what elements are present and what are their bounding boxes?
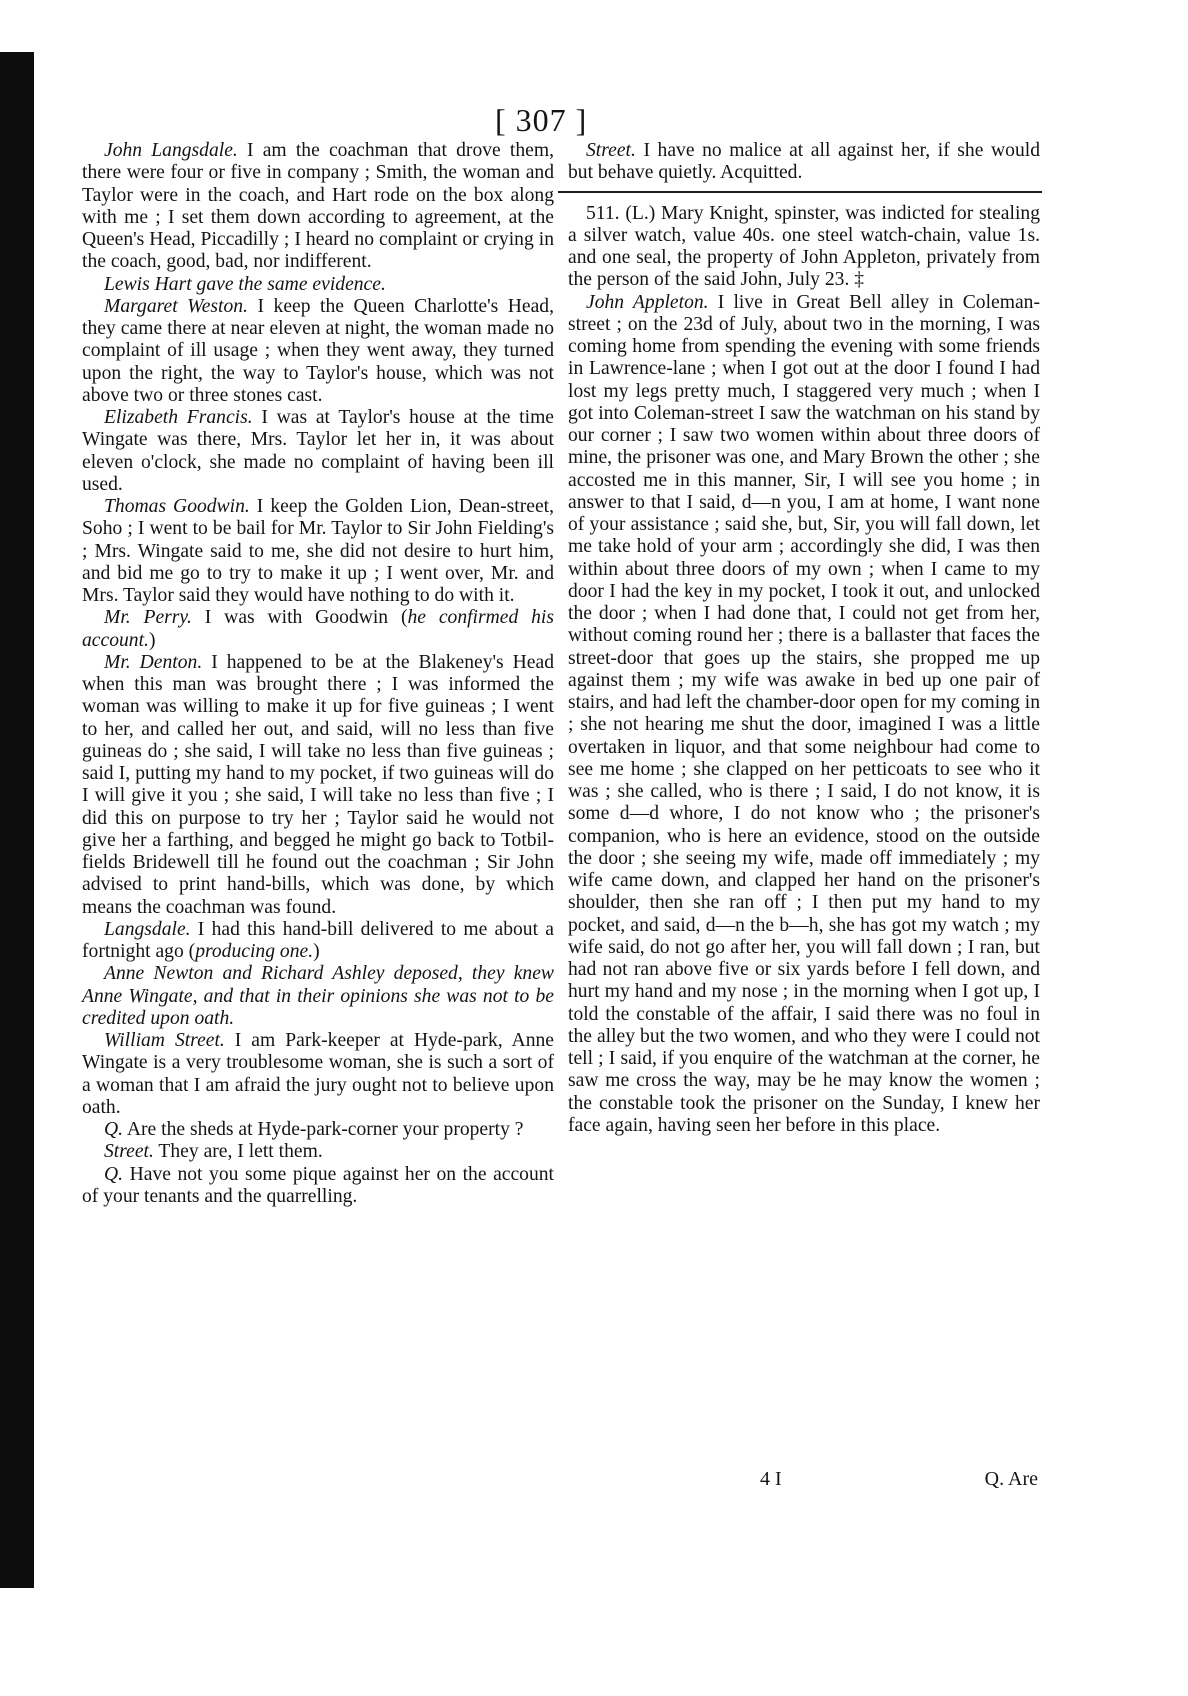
speaker-name: Elizabeth Francis. bbox=[104, 407, 253, 428]
speaker-name: John Appleton. bbox=[586, 291, 709, 313]
testimony-hart bbox=[82, 274, 554, 296]
speaker-name: Langsdale. bbox=[104, 918, 191, 940]
indictment-511: 511. (L.) Mary Knight, spinster, was indicted for stealing a silver watch, value 40s. one steel watch-chain, value 1s. and one seal, the property of John Appleton, privately from the person of the said John, July 23. ‡ bbox=[568, 202, 1040, 291]
testimony-langsdale bbox=[82, 140, 554, 274]
testimony-weston bbox=[82, 296, 554, 407]
parenthetical-note: he confirmed his account. bbox=[82, 607, 554, 651]
testimony-appleton bbox=[568, 292, 1040, 1138]
speaker-name: Thomas Goodwin. bbox=[104, 496, 250, 517]
testimony-francis bbox=[82, 407, 554, 496]
question-marker: Q. bbox=[104, 1163, 124, 1185]
testimony-text: I keep the Queen Charlotte's Head, they came there at near eleven at night, the woman made no complaint of ill usage ; when they went away, they turned upon the right, the way to Taylor's house, which was not above two or three stones cast. bbox=[82, 295, 554, 406]
answer-text: I have no malice at all against her, if she would but behave quietly. Acquitted. bbox=[568, 140, 1040, 184]
testimony-text: I had this hand-bill delivered to me about a fortnight ago ( bbox=[82, 918, 554, 962]
testimony-text: I am the coachman that drove them, there were four or five in company ; Smith, the woman and Taylor were in the coach, and Hart rode on the box along with me ; I set them down according to agreement, at the Queen's Head, Piccadilly ; I heard no complaint or crying in the coach, good, bad, nor indifferent. bbox=[82, 140, 555, 273]
page-number: [ 307 ] bbox=[495, 102, 588, 138]
speaker-name: Mr. Perry. bbox=[104, 607, 192, 629]
speaker-name: Street. bbox=[586, 140, 636, 161]
testimony-text: I keep the Golden Lion, Dean-street, Soho ; I went to be bail for Mr. Taylor to Sir John Fielding's ; Mrs. Wingate said to me, she did not desire to hurt him, and bid me go to try to make it up ; I went over, Mr. and Mrs. Taylor said they would have nothing to do with it. bbox=[82, 496, 554, 606]
signature-mark: 4 I bbox=[760, 1468, 782, 1490]
binding-edge bbox=[0, 52, 34, 1588]
testimony-text: I happened to be at the Blakeney's Head when this man was brought there ; I was informed the woman was willing to make it up for five guineas ; I went to her, and called her out, and said, will no less than five guineas do ; she said, I will take no less than five guineas ; said I, putting my hand to my pocket, if two guineas will do I will give it you ; she said, I will take no less than five ; I did this on purpose to try her ; Taylor said he would not give her a farthing, and begged he might go back to Totbil-fields Bridewell till he found out the coachman ; Sir John advised to print hand-bills, which was done, by which means the coachman was found. bbox=[82, 651, 554, 918]
testimony-goodwin bbox=[82, 496, 554, 607]
question-marker: Q. bbox=[104, 1119, 124, 1140]
speaker-name: Margaret Weston. bbox=[104, 295, 248, 317]
testimony-perry bbox=[82, 607, 554, 652]
testimony-langsdale-handbill bbox=[82, 919, 554, 964]
testimony-newton-ashley bbox=[82, 963, 554, 1030]
testimony-text: I live in Great Bell alley in Coleman-street ; on the 23d of July, about two in the morning, I was coming home from spending the evening with some friends in Lawrence-lane ; when I got out at the door I found I had lost my legs pretty much, I staggered very much ; when I got into Coleman-street I saw the watchman on his stand by our corner ; I saw two women within about three doors of mine, the prisoner was one, and Mary Brown the other ; she accosted me in this manner, Sir, I will see you home ; in answer to that I said, d—n you, I am at home, I want none of your assistance ; said she, but, Sir, you will fall down, let me take hold of your arm ; accordingly she did, I was then within about three doors of my own ; when I came to my door I had the key in my pocket, I took it out, and unlocked the door ; when I had done that, I could not get from her, without coming round her ; there is a ballaster that faces the street-door that goes up the stairs, she propped me up against them ; my wife was awake in bed up one pair of stairs, and had left the chamber-door open for my coming in ; she not hearing me shut the door, imagined I was a little overtaken in liquor, and that some neighbour had come to see me home ; she clapped on her petticoats to see who it was ; she called, who is there ; I said, I do not know, it is some d—d whore, I do not know who ; the prisoner's companion, who is here an evidence, stood on the outside the door ; she seeing my wife, made off immediately ; my wife came down, and clapped her hand on the prisoner's shoulder, then she ran off ; I then put my hand to my pocket, and said, d—n the b—h, she has got my watch ; my wife said, do not go after her, you will fall down ; I ran, but had not ran above five or six yards before I fell down, and hurt my hand and my nose ; in the morning when I got up, I told the constable of the affair, I said there was no foul in the alley but the two women, and who they were I could not tell ; I said, if you enquire of the watchman at the corner, he saw me cross the way, may be he may know the women ; the constable took the prisoner on the Sunday, I knew her face again, having seen her before in this place. bbox=[568, 291, 1040, 1136]
answer-text: They are, I lett them. bbox=[153, 1141, 323, 1163]
speaker-name: William Street. bbox=[104, 1030, 225, 1051]
question-text: Have not you some pique against her on the account of your tenants and the quarrelling. bbox=[82, 1163, 554, 1207]
speaker-name: Street. bbox=[104, 1141, 154, 1163]
catchword: Q. Are bbox=[984, 1468, 1038, 1490]
note-text: Lewis Hart gave the same evidence. bbox=[104, 273, 386, 295]
section-divider bbox=[558, 191, 1042, 193]
speaker-name: Mr. Denton. bbox=[104, 651, 203, 673]
note-text: Anne Newton and Richard Ashley deposed, they knew Anne Wingate, and that in their opinions she was not to be credited upon oath. bbox=[82, 963, 554, 1029]
answer-street bbox=[82, 1141, 554, 1163]
page-footer bbox=[568, 1468, 1038, 1494]
parenthesis-close: ) bbox=[148, 629, 156, 651]
question-text: Are the sheds at Hyde-park-corner your property ? bbox=[123, 1119, 524, 1140]
testimony-text: I was with Goodwin ( bbox=[191, 607, 408, 629]
parenthetical-note: producing one. bbox=[195, 941, 314, 962]
answer-street-malice bbox=[568, 140, 1040, 185]
parenthesis-close: ) bbox=[313, 941, 320, 962]
left-column bbox=[82, 140, 554, 1208]
testimony-denton bbox=[82, 652, 554, 919]
question-sheds bbox=[82, 1119, 554, 1141]
testimony-text: I was at Taylor's house at the time Wingate was there, Mrs. Taylor let her in, it was about eleven o'clock, she made no complaint of having been ill used. bbox=[82, 407, 555, 495]
testimony-street bbox=[82, 1030, 554, 1119]
question-pique bbox=[82, 1164, 554, 1209]
right-column bbox=[568, 140, 1040, 1137]
testimony-text: I am Park-keeper at Hyde-park, Anne Wingate is a very troublesome woman, she is such a sort of a woman that I am afraid the jury ought not to believe upon oath. bbox=[82, 1030, 554, 1118]
speaker-name: John Langsdale. bbox=[104, 140, 238, 161]
